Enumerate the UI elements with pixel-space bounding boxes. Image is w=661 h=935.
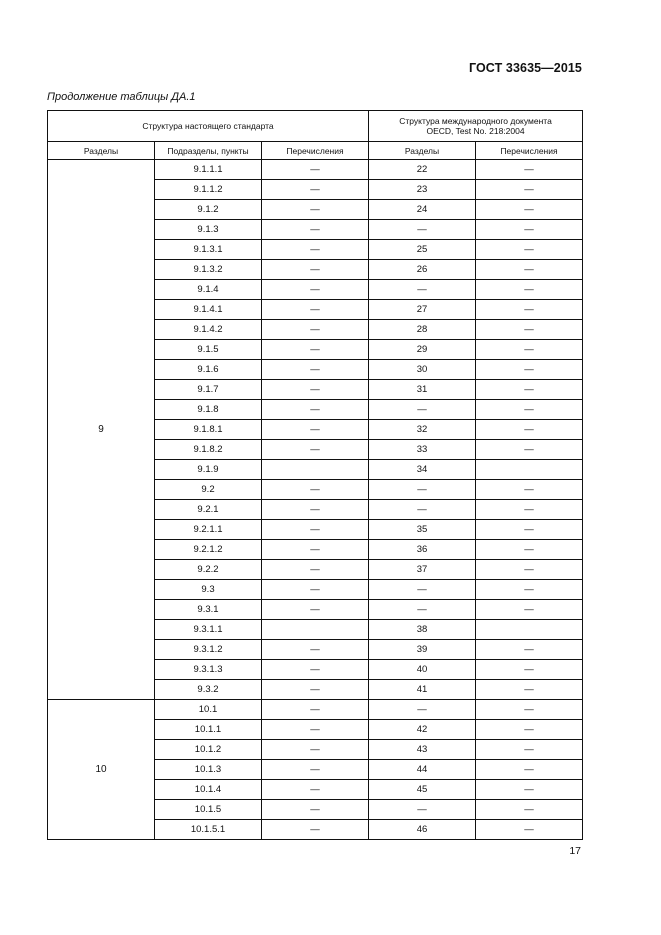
- enumeration-cell: —: [262, 740, 369, 760]
- intl-section-cell: 32: [369, 420, 476, 440]
- intl-enumeration-cell: —: [476, 260, 583, 280]
- subsection-cell: 10.1.4: [155, 780, 262, 800]
- intl-enumeration-cell: —: [476, 660, 583, 680]
- intl-enumeration-cell: —: [476, 300, 583, 320]
- page-number: 17: [569, 845, 581, 857]
- intl-section-cell: 46: [369, 820, 476, 840]
- enumeration-cell: —: [262, 160, 369, 180]
- enumeration-cell: [262, 620, 369, 640]
- intl-enumeration-cell: [476, 620, 583, 640]
- subsection-cell: 9.1.6: [155, 360, 262, 380]
- enumeration-cell: —: [262, 780, 369, 800]
- intl-enumeration-cell: —: [476, 820, 583, 840]
- intl-section-cell: —: [369, 580, 476, 600]
- subsection-cell: 9.1.2: [155, 200, 262, 220]
- intl-enumeration-cell: —: [476, 280, 583, 300]
- intl-section-cell: 33: [369, 440, 476, 460]
- intl-section-cell: 42: [369, 720, 476, 740]
- intl-enumeration-cell: —: [476, 760, 583, 780]
- intl-section-cell: 28: [369, 320, 476, 340]
- intl-section-cell: —: [369, 600, 476, 620]
- intl-section-cell: 38: [369, 620, 476, 640]
- section-cell: 9: [48, 160, 155, 700]
- enumeration-cell: —: [262, 640, 369, 660]
- intl-enumeration-cell: —: [476, 520, 583, 540]
- enumeration-cell: —: [262, 700, 369, 720]
- subsection-cell: 9.1.1.1: [155, 160, 262, 180]
- subsection-cell: 9.2: [155, 480, 262, 500]
- intl-section-cell: 26: [369, 260, 476, 280]
- subsection-cell: 10.1.5.1: [155, 820, 262, 840]
- intl-enumeration-cell: —: [476, 160, 583, 180]
- subsection-cell: 9.1.1.2: [155, 180, 262, 200]
- intl-section-cell: 34: [369, 460, 476, 480]
- subsection-cell: 9.2.1.1: [155, 520, 262, 540]
- subsection-cell: 10.1.2: [155, 740, 262, 760]
- subsection-cell: 9.3.2: [155, 680, 262, 700]
- intl-enumeration-cell: —: [476, 740, 583, 760]
- enumeration-cell: —: [262, 440, 369, 460]
- intl-section-cell: 23: [369, 180, 476, 200]
- intl-enumeration-cell: —: [476, 320, 583, 340]
- intl-section-cell: 31: [369, 380, 476, 400]
- enumeration-cell: —: [262, 500, 369, 520]
- international-header-line1: Структура международного документа: [399, 116, 552, 126]
- intl-enumeration-cell: —: [476, 360, 583, 380]
- intl-enumeration-cell: —: [476, 600, 583, 620]
- national-structure-header: Структура настоящего стандарта: [48, 111, 369, 142]
- intl-section-cell: 29: [369, 340, 476, 360]
- intl-section-cell: —: [369, 800, 476, 820]
- subsection-cell: 9.1.8.2: [155, 440, 262, 460]
- intl-section-cell: 35: [369, 520, 476, 540]
- intl-enumeration-cell: —: [476, 400, 583, 420]
- enumeration-cell: —: [262, 720, 369, 740]
- subsection-cell: 9.1.8.1: [155, 420, 262, 440]
- subsection-cell: 9.3.1: [155, 600, 262, 620]
- subsection-cell: 9.3.1.2: [155, 640, 262, 660]
- enumeration-cell: —: [262, 220, 369, 240]
- intl-enumeration-cell: —: [476, 200, 583, 220]
- enumeration-cell: —: [262, 320, 369, 340]
- subsection-cell: 9.1.4.1: [155, 300, 262, 320]
- intl-enumeration-cell: —: [476, 720, 583, 740]
- column-header: Перечисления: [476, 142, 583, 160]
- enumeration-cell: —: [262, 300, 369, 320]
- intl-enumeration-cell: —: [476, 560, 583, 580]
- intl-enumeration-cell: —: [476, 700, 583, 720]
- subsection-cell: 9.2.2: [155, 560, 262, 580]
- intl-enumeration-cell: —: [476, 580, 583, 600]
- intl-section-cell: 40: [369, 660, 476, 680]
- subsection-cell: 9.3.1.3: [155, 660, 262, 680]
- subsection-cell: 10.1: [155, 700, 262, 720]
- subsection-cell: 9.2.1: [155, 500, 262, 520]
- intl-enumeration-cell: —: [476, 340, 583, 360]
- intl-section-cell: 25: [369, 240, 476, 260]
- subsection-cell: 9.1.4: [155, 280, 262, 300]
- subsection-cell: 9.1.5: [155, 340, 262, 360]
- intl-enumeration-cell: —: [476, 180, 583, 200]
- enumeration-cell: —: [262, 540, 369, 560]
- intl-section-cell: —: [369, 700, 476, 720]
- enumeration-cell: —: [262, 280, 369, 300]
- enumeration-cell: —: [262, 420, 369, 440]
- group-header-row: [48, 111, 583, 142]
- intl-section-cell: 22: [369, 160, 476, 180]
- enumeration-cell: —: [262, 680, 369, 700]
- intl-section-cell: 36: [369, 540, 476, 560]
- enumeration-cell: —: [262, 580, 369, 600]
- enumeration-cell: —: [262, 800, 369, 820]
- enumeration-cell: —: [262, 240, 369, 260]
- intl-enumeration-cell: —: [476, 640, 583, 660]
- intl-section-cell: 37: [369, 560, 476, 580]
- enumeration-cell: —: [262, 600, 369, 620]
- column-header: Перечисления: [262, 142, 369, 160]
- enumeration-cell: —: [262, 480, 369, 500]
- intl-section-cell: —: [369, 480, 476, 500]
- table-row: [48, 160, 583, 180]
- intl-section-cell: —: [369, 280, 476, 300]
- enumeration-cell: —: [262, 760, 369, 780]
- subsection-cell: 10.1.3: [155, 760, 262, 780]
- intl-section-cell: 43: [369, 740, 476, 760]
- intl-enumeration-cell: —: [476, 240, 583, 260]
- column-header: Разделы: [369, 142, 476, 160]
- enumeration-cell: [262, 460, 369, 480]
- column-header: Подразделы, пункты: [155, 142, 262, 160]
- enumeration-cell: —: [262, 260, 369, 280]
- enumeration-cell: —: [262, 360, 369, 380]
- international-header-line2: OECD, Test No. 218:2004: [426, 126, 525, 136]
- intl-enumeration-cell: —: [476, 680, 583, 700]
- intl-section-cell: 41: [369, 680, 476, 700]
- enumeration-cell: —: [262, 520, 369, 540]
- subsection-cell: 9.3: [155, 580, 262, 600]
- international-structure-header: [369, 111, 583, 142]
- intl-enumeration-cell: —: [476, 800, 583, 820]
- intl-enumeration-cell: —: [476, 480, 583, 500]
- subsection-cell: 9.1.3.2: [155, 260, 262, 280]
- intl-enumeration-cell: —: [476, 380, 583, 400]
- intl-enumeration-cell: —: [476, 500, 583, 520]
- enumeration-cell: —: [262, 660, 369, 680]
- subsection-cell: 9.1.8: [155, 400, 262, 420]
- table-row: [48, 700, 583, 720]
- column-header: Разделы: [48, 142, 155, 160]
- enumeration-cell: —: [262, 180, 369, 200]
- intl-enumeration-cell: —: [476, 780, 583, 800]
- intl-enumeration-cell: —: [476, 420, 583, 440]
- subsection-cell: 9.1.9: [155, 460, 262, 480]
- enumeration-cell: —: [262, 560, 369, 580]
- intl-section-cell: —: [369, 220, 476, 240]
- subsection-cell: 9.1.3: [155, 220, 262, 240]
- enumeration-cell: —: [262, 380, 369, 400]
- intl-section-cell: 30: [369, 360, 476, 380]
- enumeration-cell: —: [262, 400, 369, 420]
- subsection-cell: 10.1.1: [155, 720, 262, 740]
- intl-section-cell: 24: [369, 200, 476, 220]
- intl-enumeration-cell: —: [476, 540, 583, 560]
- subsection-cell: 9.1.3.1: [155, 240, 262, 260]
- subsection-cell: 9.1.4.2: [155, 320, 262, 340]
- enumeration-cell: —: [262, 200, 369, 220]
- intl-section-cell: 39: [369, 640, 476, 660]
- intl-section-cell: 27: [369, 300, 476, 320]
- enumeration-cell: —: [262, 340, 369, 360]
- intl-enumeration-cell: [476, 460, 583, 480]
- correspondence-table: [47, 110, 583, 840]
- section-cell: 10: [48, 700, 155, 840]
- intl-enumeration-cell: —: [476, 440, 583, 460]
- intl-enumeration-cell: —: [476, 220, 583, 240]
- subsection-cell: 9.2.1.2: [155, 540, 262, 560]
- table-caption: Продолжение таблицы ДА.1: [47, 91, 196, 103]
- column-header-row: [48, 142, 583, 160]
- subsection-cell: 9.1.7: [155, 380, 262, 400]
- intl-section-cell: —: [369, 500, 476, 520]
- enumeration-cell: —: [262, 820, 369, 840]
- intl-section-cell: 44: [369, 760, 476, 780]
- intl-section-cell: —: [369, 400, 476, 420]
- document-code: ГОСТ 33635—2015: [468, 61, 582, 75]
- subsection-cell: 10.1.5: [155, 800, 262, 820]
- intl-section-cell: 45: [369, 780, 476, 800]
- subsection-cell: 9.3.1.1: [155, 620, 262, 640]
